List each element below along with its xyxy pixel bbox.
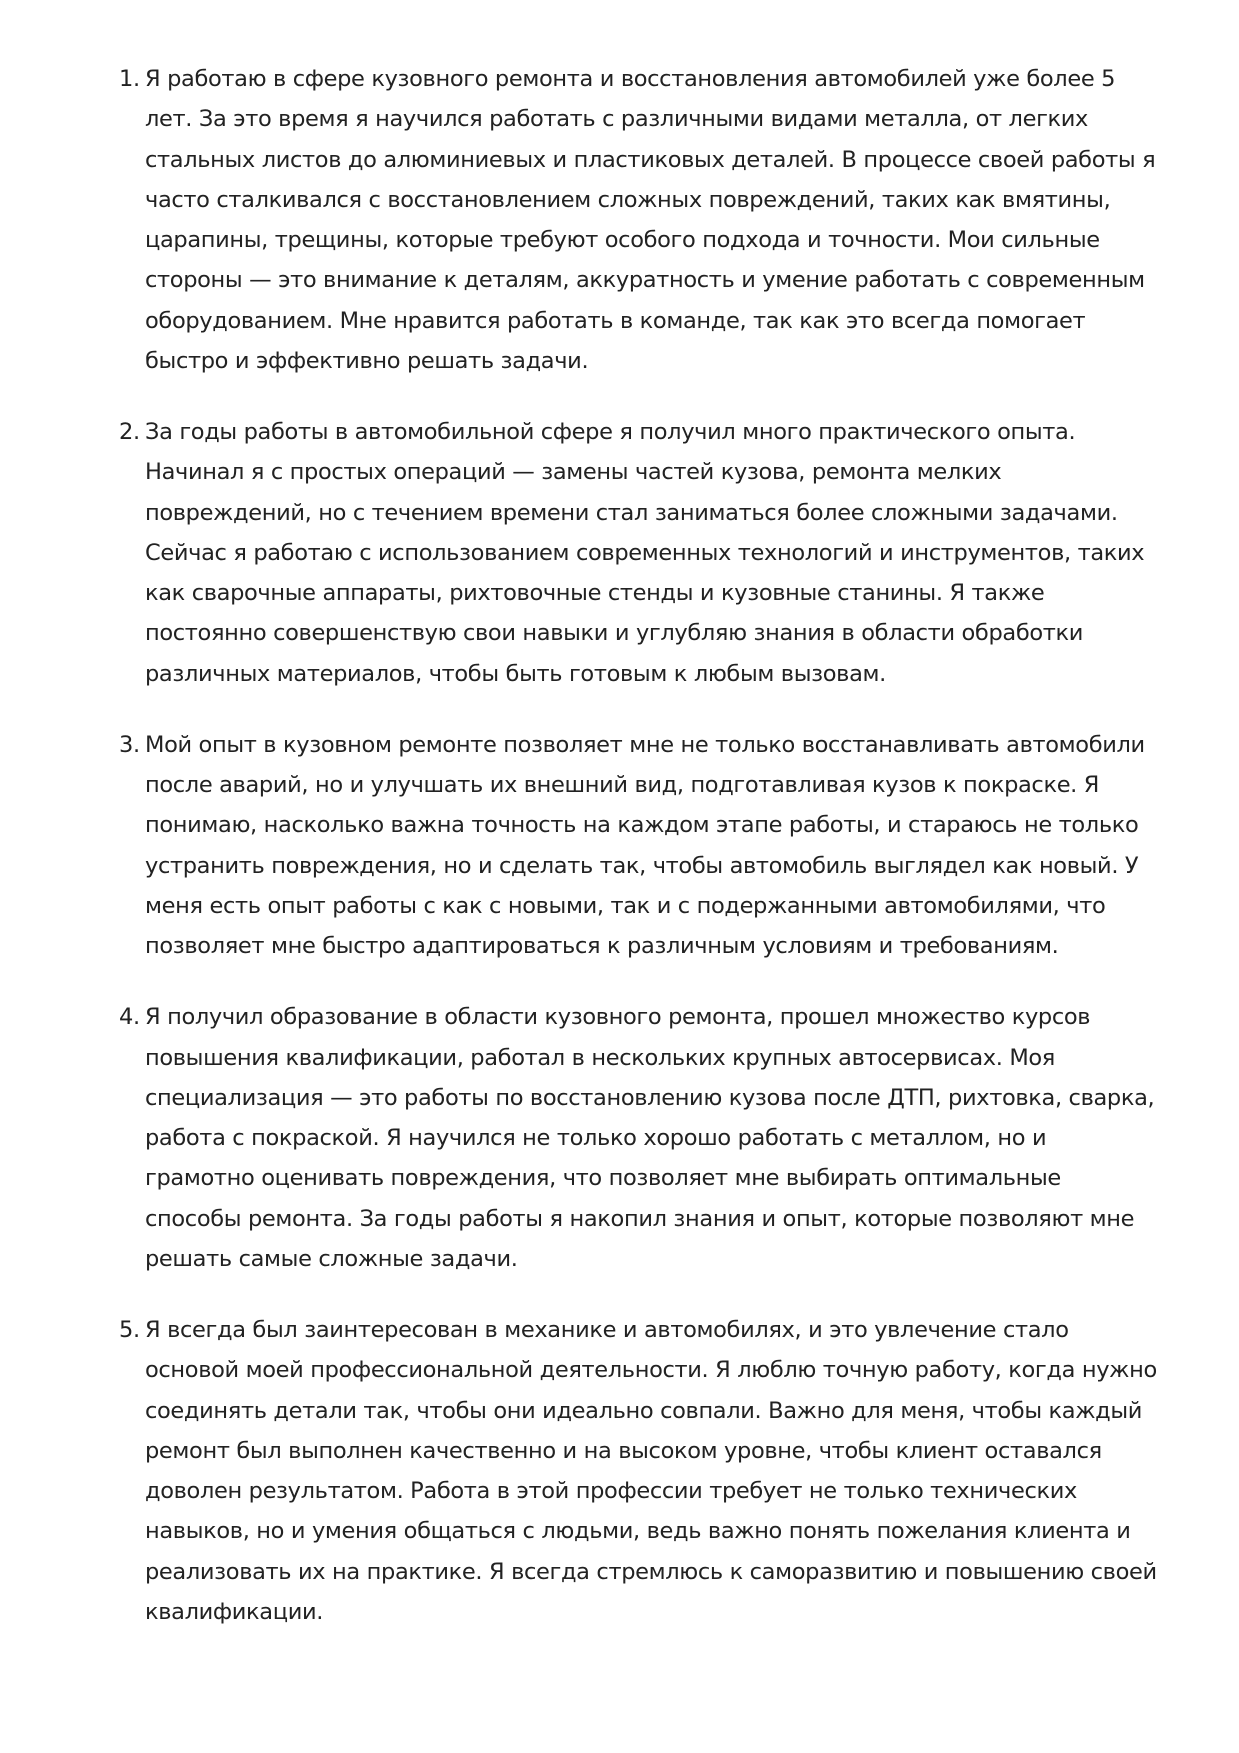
list-item-number: 4. (119, 1004, 140, 1031)
list-item-number: 1. (119, 66, 140, 92)
list-item (119, 1310, 1161, 1632)
numbered-list (119, 59, 1161, 1663)
list-item-text: За годы работы в автомобильной сфере я получил много практического опыта. Начинал я с простых операций — замены частей кузова, ремонта мелких повреждений, но с течением времени стал заниматься более сложными задачами. Сейчас я работаю с использованием современных технологий и инструментов, таких как сварочные аппараты, рихтовочные стенды и кузовные станины. Я также постоянно совершенствую свои навыки и углубляю знания в области обработки различных материалов, чтобы быть готовым к любым вызовам. (145, 419, 1145, 687)
list-item-text: Я работаю в сфере кузовного ремонта и восстановления автомобилей уже более 5 лет. За это время я научился работать с различными видами металла, от легких стальных листов до алюминиевых и пластиковых деталей. В процессе своей работы я часто сталкивался с восстановлением сложных повреждений, таких как вмятины, царапины, трещины, которые требуют особого подхода и точности. Мои сильные стороны — это внимание к деталям, аккуратность и умение работать с современным оборудованием. Мне нравится работать в команде, так как это всегда помогает быстро и эффективно решать задачи. (145, 66, 1156, 374)
list-item (119, 412, 1161, 694)
list-item-text: Я всегда был заинтересован в механике и автомобилях, и это увлечение стало основой моей профессиональной деятельности. Я люблю точную работу, когда нужно соединять детали так, чтобы они идеально совпали. Важно для меня, чтобы каждый ремонт был выполнен качественно и на высоком уровне, чтобы клиент оставался доволен результатом. Работа в этой профессии требует не только технических навыков, но и умения общаться с людьми, ведь важно понять пожелания клиента и реализовать их на практике. Я всегда стремлюсь к саморазвитию и повышению своей квалификации. (145, 1317, 1157, 1625)
list-item (119, 725, 1161, 967)
list-item-number: 5. (119, 1317, 140, 1343)
list-item-number: 2. (119, 419, 140, 445)
list-item (119, 59, 1161, 381)
list-item (119, 997, 1161, 1279)
list-item-text: Я получил образование в области кузовного ремонта, прошел множество курсов повышения квалификации, работал в нескольких крупных автосервисах. Моя специализация — это работы по восстановлению кузова после ДТП, рихтовка, сварка, работа с покраской. Я научился не только хорошо работать с металлом, но и грамотно оценивать повреждения, что позволяет мне выбирать оптимальные способы ремонта. За годы работы я накопил знания и опыт, которые позволяют мне решать самые сложные задачи. (145, 1004, 1155, 1272)
list-item-number: 3. (119, 731, 140, 758)
list-item-text: Мой опыт в кузовном ремонте позволяет мне не только восстанавливать автомобили после аварий, но и улучшать их внешний вид, подготавливая кузов к покраске. Я понимаю, насколько важна точность на каждом этапе работы, и стараюсь не только устранить повреждения, но и сделать так, чтобы автомобиль выглядел как новый. У меня есть опыт работы с как с новыми, так и с подержанными автомобилями, что позволяет мне быстро адаптироваться к различным условиям и требованиям. (145, 731, 1145, 959)
